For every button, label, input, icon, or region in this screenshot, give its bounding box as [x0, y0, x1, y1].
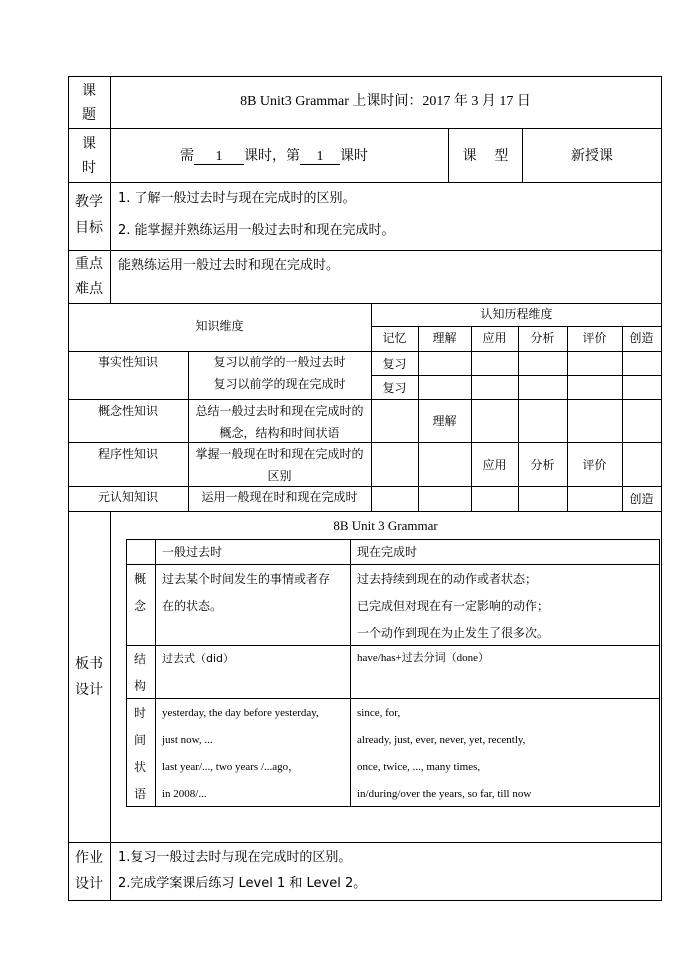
key-points-text: 能熟练运用一般过去时和现在完成时。	[118, 258, 340, 273]
knowledge-type: 概念性知识	[97, 404, 158, 418]
hours-label: 时	[82, 160, 96, 176]
board-line	[659, 539, 660, 807]
cog-header: 应用	[482, 331, 507, 345]
kd-line	[518, 326, 519, 512]
board-line	[126, 539, 127, 807]
kd-line	[567, 326, 568, 512]
objectives-label: 目标	[75, 220, 103, 236]
board-perfect-text: have/has+过去分词（done）	[357, 652, 490, 664]
homework-label: 作业	[75, 850, 103, 866]
kd-line	[68, 442, 662, 443]
cog-mark: 创造	[629, 492, 654, 506]
cog-header: 记忆	[382, 331, 407, 345]
board-row-label: 念	[134, 599, 147, 613]
board-line	[126, 806, 660, 807]
board-line	[155, 539, 156, 807]
knowledge-desc: 概念，结构和时间状语	[219, 426, 340, 440]
knowledge-type: 元认知知识	[97, 490, 158, 504]
cog-mark: 应用	[482, 458, 507, 472]
row-divider	[68, 303, 662, 304]
hours-mid: 课时，第	[244, 148, 300, 164]
kd-line	[68, 399, 662, 400]
knowledge-desc: 复习以前学的一般过去时	[213, 355, 346, 369]
board-line	[126, 539, 660, 540]
cog-mark: 理解	[432, 414, 457, 428]
board-col-perfect: 现在完成时	[357, 545, 418, 559]
board-row-label: 时	[134, 706, 147, 720]
board-perfect-text: in/during/over the years, so far, till now	[357, 788, 532, 800]
kd-line	[471, 326, 472, 512]
board-past-text: 过去式（did）	[162, 652, 235, 665]
table-border-bottom	[68, 900, 662, 901]
homework-label: 设计	[75, 876, 103, 892]
board-line	[350, 539, 351, 807]
board-perfect-text: once, twice, ..., many times,	[357, 761, 481, 773]
label-col-divider	[110, 76, 111, 304]
board-past-text: last year/..., two years /...ago，	[162, 761, 300, 773]
hours-current: 1	[300, 150, 340, 165]
row-divider	[68, 250, 662, 251]
board-row-label: 构	[134, 679, 147, 693]
table-border-top	[68, 76, 662, 77]
board-row-label: 结	[134, 652, 147, 666]
board-past-text: just now, ...	[162, 734, 213, 746]
row-divider	[68, 182, 662, 183]
cog-header: 分析	[530, 331, 555, 345]
cog-mark: 评价	[582, 458, 607, 472]
table-border-left	[68, 76, 69, 901]
board-label: 设计	[75, 682, 103, 698]
board-label: 板书	[75, 656, 103, 672]
board-past-text: in 2008/...	[162, 788, 207, 800]
row-divider	[68, 128, 662, 129]
board-past-text: 在的状态。	[162, 599, 223, 613]
cog-mark: 分析	[530, 458, 555, 472]
hours-needed: 1	[194, 150, 244, 165]
board-row-label: 状	[134, 760, 147, 774]
knowledge-desc: 掌握一般现在时和现在完成时的	[195, 447, 364, 461]
knowledge-type: 事实性知识	[97, 355, 158, 369]
knowledge-dim-label: 知识维度	[195, 319, 244, 333]
knowledge-desc: 运用一般现在时和现在完成时	[201, 490, 358, 504]
kd-line	[371, 326, 662, 327]
objectives-label: 教学	[75, 194, 103, 210]
board-line	[126, 564, 660, 565]
board-line	[126, 645, 660, 646]
board-past-text: yesterday, the day before yesterday,	[162, 707, 319, 719]
lesson-label: 题	[82, 107, 96, 123]
board-perfect-text: 过去持续到现在的动作或者状态；	[357, 572, 538, 586]
objective-item: 2. 能掌握并熟练运用一般过去时和现在完成时。	[118, 223, 395, 238]
board-past-text: 过去某个时间发生的事情或者存	[162, 572, 331, 586]
lesson-label: 课	[82, 83, 96, 99]
knowledge-type: 程序性知识	[97, 447, 158, 461]
lesson-title: 8B Unit3 Grammar 上课时间：2017 年 3 月 17 日	[240, 94, 531, 109]
cog-mark: 复习	[382, 381, 407, 395]
cog-header: 创造	[629, 331, 654, 345]
label-col-divider	[110, 511, 111, 901]
knowledge-desc: 复习以前学的现在完成时	[213, 377, 346, 391]
homework-item: 1.复习一般过去时与现在完成时的区别。	[118, 850, 352, 865]
board-perfect-text: already, just, ever, never, yet, recently,	[357, 734, 526, 746]
board-title: 8B Unit 3 Grammar	[333, 518, 438, 533]
board-perfect-text: 一个动作到现在为止发生了很多次。	[357, 626, 550, 640]
type-label: 课 型	[462, 148, 509, 164]
board-row-label: 语	[134, 787, 147, 801]
board-perfect-text: 已完成但对现在有一定影响的动作；	[357, 599, 550, 613]
kd-line	[68, 486, 662, 487]
hours-text	[180, 149, 368, 165]
hours-label: 课	[82, 136, 96, 152]
board-row-label: 概	[134, 572, 147, 586]
objective-item: 1. 了解一般过去时与现在完成时的区别。	[118, 191, 356, 206]
board-line	[126, 698, 660, 699]
key-points-label: 重点	[75, 256, 103, 272]
knowledge-desc: 区别	[267, 469, 292, 483]
cog-header: 评价	[582, 331, 607, 345]
knowledge-desc: 总结一般过去时和现在完成时的	[195, 404, 364, 418]
board-perfect-text: since, for,	[357, 707, 401, 719]
type-value: 新授课	[571, 148, 613, 164]
homework-item: 2.完成学案课后练习 Level 1 和 Level 2。	[118, 876, 367, 891]
row-divider	[68, 842, 662, 843]
key-points-label: 难点	[75, 281, 103, 297]
kd-line	[622, 326, 623, 512]
kd-line	[371, 375, 662, 376]
board-row-label: 间	[134, 733, 147, 747]
cog-header: 理解	[432, 331, 457, 345]
row-divider	[68, 511, 662, 512]
hours-suffix: 课时	[340, 148, 368, 164]
board-col-past: 一般过去时	[162, 545, 223, 559]
hours-prefix: 需	[180, 148, 194, 164]
table-border-right	[661, 76, 662, 901]
cognitive-dim-label: 认知历程维度	[480, 307, 553, 321]
kd-line	[68, 351, 662, 352]
cog-mark: 复习	[382, 357, 407, 371]
